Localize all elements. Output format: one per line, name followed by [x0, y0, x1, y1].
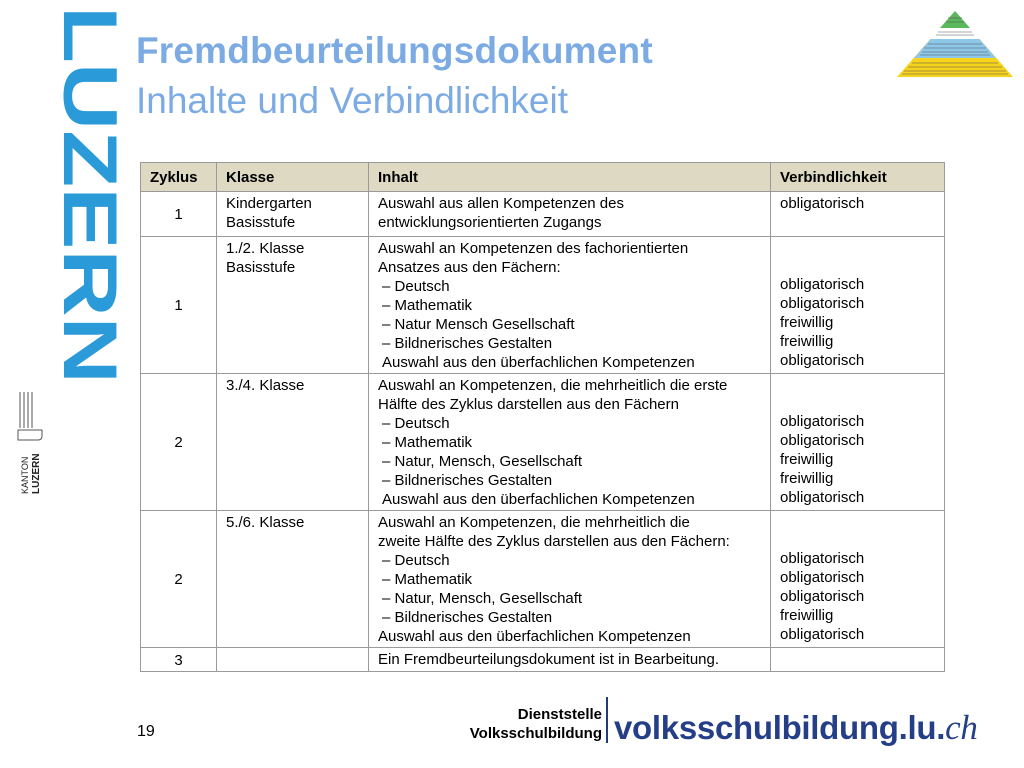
- subject-item: – Mathematik: [378, 570, 761, 589]
- inhalt-line: Auswahl aus allen Kompetenzen des: [378, 195, 624, 212]
- cell-zyklus: 2: [141, 511, 217, 648]
- cell-inhalt: [369, 237, 771, 374]
- cell-inhalt: [369, 192, 771, 237]
- cell-zyklus: 1: [141, 192, 217, 237]
- table-row: [141, 237, 945, 374]
- subject-item: – Deutsch: [378, 551, 761, 570]
- verbindlichkeit-value: obligatorisch: [780, 352, 865, 369]
- subject-item: – Bildnerisches Gestalten: [378, 334, 761, 353]
- subject-item: – Deutsch: [378, 414, 761, 433]
- inhalt-footer: Auswahl aus den überfachlichen Kompetenzen: [378, 628, 691, 645]
- cell-verbindlichkeit: [771, 237, 945, 374]
- cell-inhalt: [369, 648, 771, 672]
- cell-zyklus: 2: [141, 374, 217, 511]
- luzern-vertical-logo: [0, 4, 132, 388]
- table-row: [141, 192, 945, 237]
- cell-klasse: [217, 648, 369, 672]
- inhalt-line: zweite Hälfte des Zyklus darstellen aus den Fächern:: [378, 533, 730, 550]
- verbindlichkeit-value: obligatorisch: [780, 588, 865, 605]
- cell-inhalt: [369, 374, 771, 511]
- cell-klasse: [217, 511, 369, 648]
- subject-item: – Mathematik: [378, 296, 761, 315]
- cell-zyklus: 3: [141, 648, 217, 672]
- subject-item: – Mathematik: [378, 433, 761, 452]
- website-main: volksschulbildung.lu.: [614, 709, 946, 746]
- subject-item: – Bildnerisches Gestalten: [378, 608, 761, 627]
- klasse-line: 3./4. Klasse: [226, 377, 305, 394]
- inhalt-footer: Auswahl aus den überfachlichen Kompetenzen: [382, 354, 695, 371]
- website-tld: ch: [945, 708, 978, 747]
- cell-verbindlichkeit: [771, 648, 945, 672]
- verbindlichkeit-value: obligatorisch: [780, 432, 865, 449]
- cell-verbindlichkeit: [771, 511, 945, 648]
- klasse-line: 5./6. Klasse: [226, 514, 305, 531]
- inhalt-line: Auswahl an Kompetenzen des fachorientierten: [378, 240, 689, 257]
- table-header-row: [141, 163, 945, 192]
- table-row: [141, 648, 945, 672]
- table-row: [141, 511, 945, 648]
- verbindlichkeit-value: obligatorisch: [780, 550, 865, 567]
- luzern-vertical-text: LUZERN: [47, 6, 132, 315]
- website-link[interactable]: [614, 708, 978, 748]
- header-zyklus: Zyklus: [141, 163, 217, 192]
- subject-item: – Natur, Mensch, Gesellschaft: [378, 589, 761, 608]
- cell-zyklus: 1: [141, 237, 217, 374]
- subject-item: – Natur, Mensch, Gesellschaft: [378, 452, 761, 471]
- page-subtitle: Inhalte und Verbindlichkeit: [136, 80, 568, 121]
- verbindlichkeit-value: obligatorisch: [780, 195, 865, 212]
- subject-item: – Bildnerisches Gestalten: [378, 471, 761, 490]
- cell-klasse: [217, 237, 369, 374]
- kanton-luzern-logo: [8, 392, 60, 497]
- inhalt-line: Ein Fremdbeurteilungsdokument ist in Bearbeitung.: [378, 651, 720, 668]
- cell-klasse: [217, 374, 369, 511]
- kanton-text: KANTON: [20, 456, 30, 494]
- verbindlichkeit-value: obligatorisch: [780, 626, 865, 643]
- verbindlichkeit-value: obligatorisch: [780, 295, 865, 312]
- inhalt-line: Auswahl an Kompetenzen, die mehrheitlich die: [378, 514, 690, 531]
- klasse-line: Basisstufe: [226, 259, 296, 276]
- cell-klasse: [217, 192, 369, 237]
- verbindlichkeit-value: obligatorisch: [780, 569, 865, 586]
- competence-pyramid-icon: [896, 10, 1014, 78]
- page-title: Fremdbeurteilungsdokument: [136, 30, 653, 71]
- verbindlichkeit-value: freiwillig: [780, 314, 834, 331]
- footer-divider: [606, 697, 608, 743]
- dienststelle-label: [458, 705, 602, 743]
- table-row: [141, 374, 945, 511]
- header-klasse: Klasse: [217, 163, 369, 192]
- cell-verbindlichkeit: [771, 374, 945, 511]
- header-verbindlichkeit: Verbindlichkeit: [771, 163, 945, 192]
- volksschulbildung-line: Volksschulbildung: [469, 725, 602, 742]
- klasse-line: Kindergarten: [226, 195, 312, 212]
- inhalt-line: Hälfte des Zyklus darstellen aus den Fächern: [378, 396, 679, 413]
- verbindlichkeit-value: obligatorisch: [780, 489, 865, 506]
- page-number: 19: [137, 723, 155, 740]
- subject-item: – Deutsch: [378, 277, 761, 296]
- verbindlichkeit-value: freiwillig: [780, 333, 834, 350]
- verbindlichkeit-value: obligatorisch: [780, 276, 865, 293]
- inhalt-footer: Auswahl aus den überfachlichen Kompetenzen: [382, 491, 695, 508]
- dienststelle-line: Dienststelle: [517, 706, 602, 723]
- content-table: [140, 162, 945, 672]
- header-inhalt: Inhalt: [369, 163, 771, 192]
- subject-item: – Natur Mensch Gesellschaft: [378, 315, 761, 334]
- cell-inhalt: [369, 511, 771, 648]
- verbindlichkeit-value: freiwillig: [780, 607, 834, 624]
- verbindlichkeit-value: freiwillig: [780, 470, 834, 487]
- verbindlichkeit-value: obligatorisch: [780, 413, 865, 430]
- cell-verbindlichkeit: [771, 192, 945, 237]
- inhalt-line: Ansatzes aus den Fächern:: [378, 259, 561, 276]
- klasse-line: 1./2. Klasse: [226, 240, 305, 257]
- verbindlichkeit-value: freiwillig: [780, 451, 834, 468]
- inhalt-line: Auswahl an Kompetenzen, die mehrheitlich die erste: [378, 377, 728, 394]
- inhalt-line: entwicklungsorientierten Zugangs: [378, 214, 602, 231]
- klasse-line: Basisstufe: [226, 214, 296, 231]
- kanton-luzern-text: LUZERN: [31, 453, 42, 494]
